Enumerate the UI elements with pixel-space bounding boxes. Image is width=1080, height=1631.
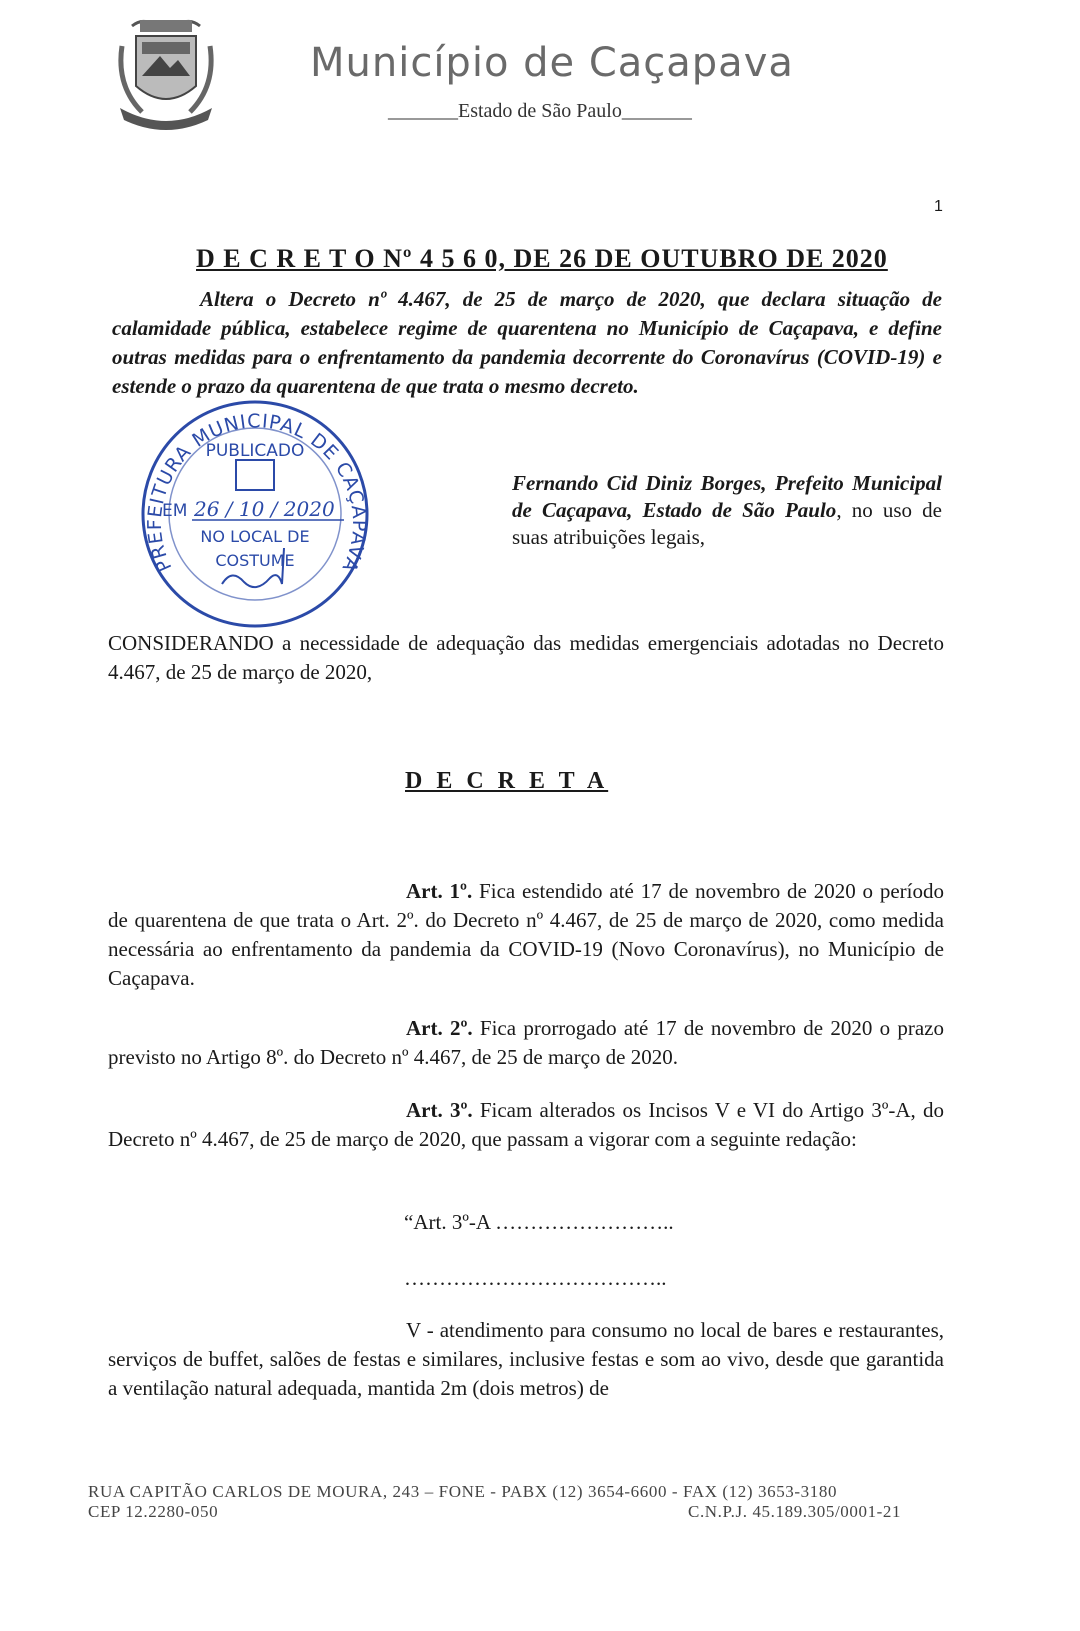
quoted-article: “Art. 3º-A …………………….. [404,1210,674,1234]
svg-text:PREFEITURA MUNICIPAL DE CAÇAPA: PREFEITURA MUNICIPAL DE CAÇAPAVA [143,410,371,576]
svg-text:PUBLICADO: PUBLICADO [205,441,305,461]
inciso-v [108,1316,944,1403]
decreta-heading: D E C R E T A [405,768,609,794]
footer-cnpj: C.N.P.J. 45.189.305/0001-21 [688,1502,902,1521]
footer-address: RUA CAPITÃO CARLOS DE MOURA, 243 – FONE - PABX (12) 3654-6600 - FAX (12) 3653-3180 [88,1482,838,1501]
decree-summary: Altera o Decreto nº 4.467, de 25 de março de 2020, que declara situação de calamidade pública, estabelece regime de quarentena no Município de Caçapava, e define outras medidas para o enfrentamento da pandemia decorrente do Coronavírus (COVID-19) e estende o prazo da quarentena de que trata o mesmo decreto. [112,287,942,398]
article-3-text: Ficam alterados os Incisos V e VI do Artigo 3º-A, do Decreto nº 4.467, de 25 de março de 2020, que passam a vigorar com a seguinte redação: [108,1098,944,1151]
article-2-text: Fica prorrogado até 17 de novembro de 2020 o prazo previsto no Artigo 8º. do Decreto nº 4.467, de 25 de março de 2020. [108,1016,944,1069]
svg-text:EM: EM [162,501,188,521]
svg-text:NO LOCAL DE: NO LOCAL DE [200,527,310,546]
municipality-title: Município de Caçapava [310,40,794,86]
page-number: 1 [934,198,943,215]
mayor-rest: , no uso de suas atribuições legais, [512,498,942,549]
publication-stamp [132,398,378,630]
decree-title: D E C R E T O Nº 4 5 6 0, DE 26 DE OUTUBRO DE 2020 [196,244,888,273]
inciso-v-text: V - atendimento para consumo no local de bares e restaurantes, serviços de buffet, salões de festas e similares, inclusive festas e som ao vivo, desde que garantida a ventilação natural adequada, mantida 2m (dois metros) de [108,1318,944,1400]
municipal-crest-logo [112,16,220,134]
footer-cep: CEP 12.2280-050 [88,1502,219,1521]
article-1-label: Art. 1º. [406,879,473,903]
article-1-text: Fica estendido até 17 de novembro de 2020 o período de quarentena de que trata o Art. 2º. do Decreto nº 4.467, de 25 de março de 2020, como medida necessária ao enfrentamento da pandemia da COVID-19 (Novo Coronavírus), no Município de Caçapava. [108,879,944,990]
article-1 [108,877,944,993]
article-2-label: Art. 2º. [406,1016,473,1040]
considerando-paragraph: CONSIDERANDO a necessidade de adequação das medidas emergenciais adotadas no Decreto 4.467, de 25 de março de 2020, [108,631,944,684]
svg-text:26 / 10 / 2020: 26 / 10 / 2020 [194,497,335,521]
article-3 [108,1096,944,1154]
state-subtitle: _______Estado de São Paulo_______ [388,100,692,122]
quoted-ellipsis: ……………………………….. [404,1266,667,1290]
mayor-paragraph [512,470,942,551]
article-3-label: Art. 3º. [406,1098,473,1122]
svg-text:COSTUME: COSTUME [215,551,295,570]
mayor-name: Fernando Cid Diniz Borges, Prefeito Municipal de Caçapava, Estado de São Paulo [512,471,942,522]
article-2 [108,1014,944,1072]
